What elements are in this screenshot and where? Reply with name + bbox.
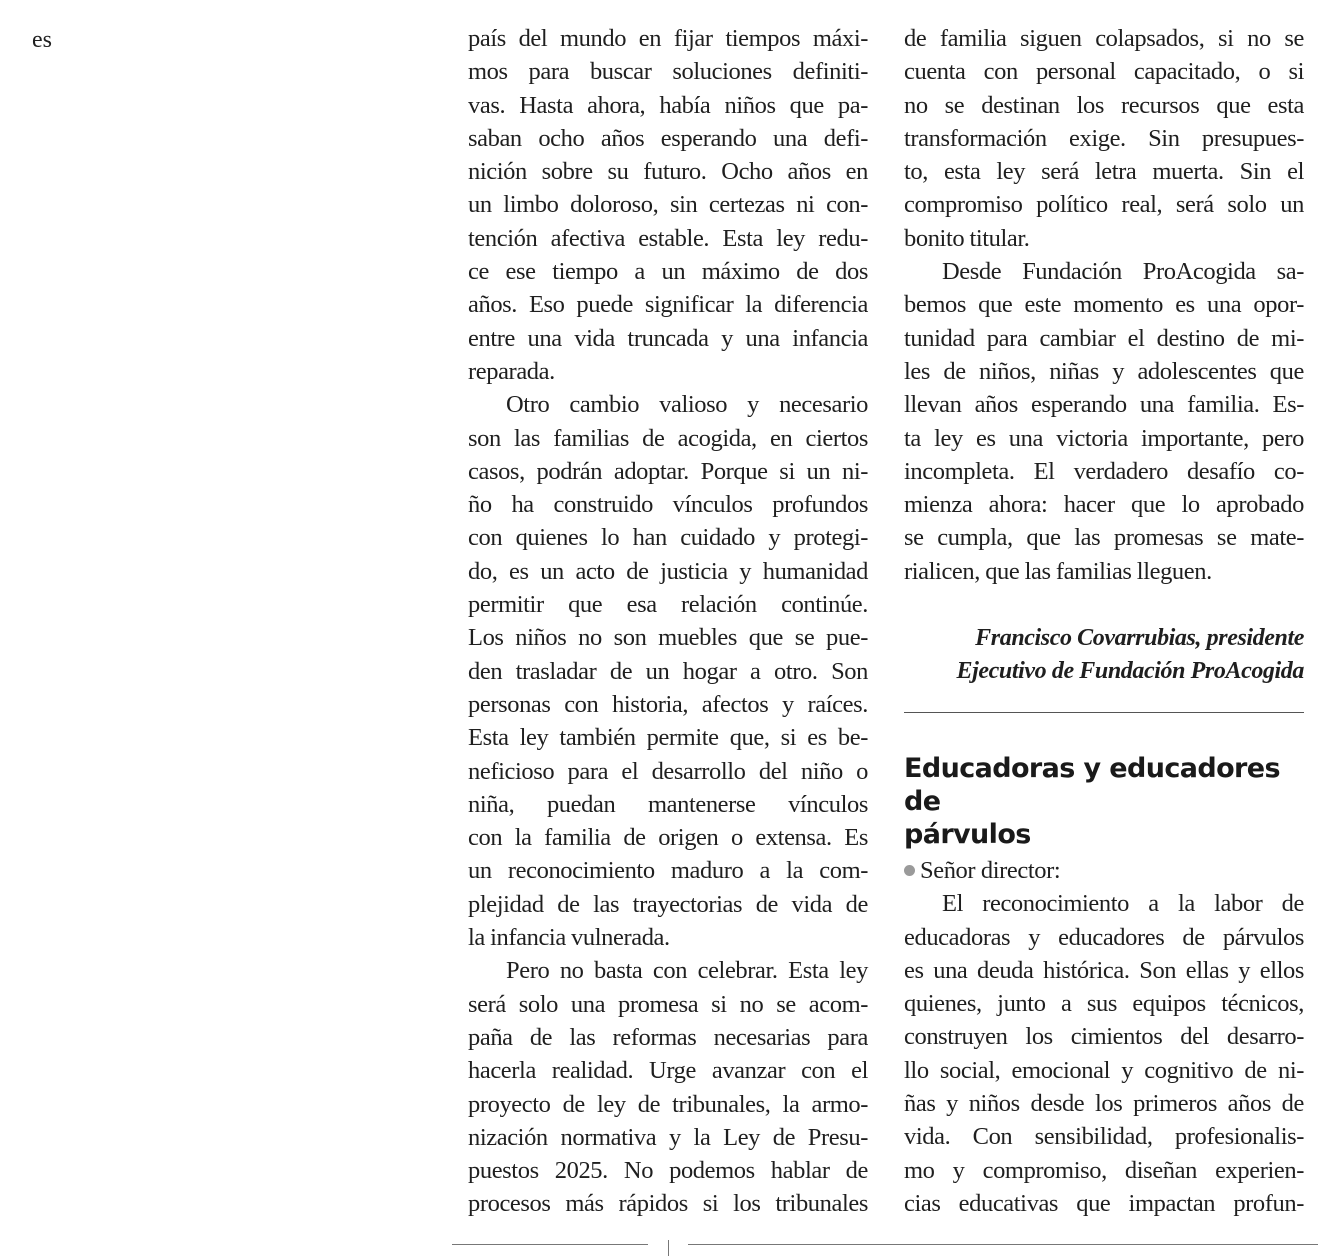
right-column xyxy=(904,22,1304,588)
text-line: no se destinan los recursos que esta xyxy=(904,91,1304,119)
text-line: Desde Fundación ProAcogida sa- xyxy=(942,258,1304,286)
text-line: con la familia de origen o extensa. Es xyxy=(468,824,868,852)
text-line: será solo una promesa si no se acom- xyxy=(468,990,868,1018)
footer-column-tick xyxy=(668,1240,669,1256)
paragraph-2 xyxy=(468,388,868,954)
text-line: son las familias de acogida, en ciertos xyxy=(468,424,868,452)
text-line: permitir que esa relación continúe. xyxy=(468,591,868,619)
text-line: se cumpla, que las promesas se mate- xyxy=(904,524,1304,552)
text-line: cias educativas que impactan profun- xyxy=(904,1189,1304,1217)
signature-line: Ejecutivo de Fundación ProAcogida xyxy=(956,658,1304,684)
text-line: puestos 2025. No podemos hablar de xyxy=(468,1157,868,1185)
text-line: incompleta. El verdadero desafío co- xyxy=(904,457,1304,485)
salutation-text: Señor director: xyxy=(920,857,1061,884)
text-line: paña de las reformas necesarias para xyxy=(468,1023,868,1051)
middle-column xyxy=(468,22,868,1221)
text-line: nición sobre su futuro. Ocho años en xyxy=(468,158,868,186)
paragraph-6 xyxy=(904,887,1304,1220)
text-line: vas. Hasta ahora, había niños que pa- xyxy=(468,91,868,119)
bullet-icon xyxy=(904,865,915,876)
text-line: ño ha construido vínculos profundos xyxy=(468,491,868,519)
text-line: Otro cambio valioso y necesario xyxy=(506,391,868,419)
text-line: nización normativa y la Ley de Presu- xyxy=(468,1123,868,1151)
text-line: les de niños, niñas y adolescentes que xyxy=(904,357,1304,385)
text-line: construyen los cimientos del desarro- xyxy=(904,1023,1304,1051)
text-line: saban ocho años esperando una defi- xyxy=(468,124,868,152)
text-line: mos para buscar soluciones definiti- xyxy=(468,58,868,86)
text-line: llo social, emocional y cognitivo de ni- xyxy=(904,1056,1304,1084)
text-line: ta ley es una victoria importante, pero xyxy=(904,424,1304,452)
text-line: cuenta con personal capacitado, o si xyxy=(904,58,1304,86)
headline-line: párvulos xyxy=(904,819,1031,850)
text-line: neficioso para el desarrollo del niño o xyxy=(468,757,868,785)
text-line: niña, puedan mantenerse vínculos xyxy=(468,790,868,818)
text-line: casos, podrán adoptar. Porque si un ni- xyxy=(468,457,868,485)
text-line: transformación exige. Sin presupues- xyxy=(904,124,1304,152)
text-line: vida. Con sensibilidad, profesionalis- xyxy=(904,1123,1304,1151)
paragraph-1 xyxy=(468,22,868,388)
text-line: la infancia vulnerada. xyxy=(468,924,670,952)
text-line: do, es un acto de justicia y humanidad xyxy=(468,557,868,585)
text-line: Esta ley también permite que, si es be- xyxy=(468,724,868,752)
text-line: proyecto de ley de tribunales, la armo- xyxy=(468,1090,868,1118)
letter-signature xyxy=(904,622,1304,688)
text-line: Pero no basta con celebrar. Esta ley xyxy=(506,957,868,985)
paragraph-5 xyxy=(904,255,1304,588)
text-line: tunidad para cambiar el destino de mi- xyxy=(904,324,1304,352)
text-line: años. Eso puede significar la diferencia xyxy=(468,291,868,319)
text-line: El reconocimiento a la labor de xyxy=(942,890,1304,918)
text-line: rialicen, que las familias lleguen. xyxy=(904,557,1212,585)
left-column-fragment: es xyxy=(32,27,52,53)
text-line: mienza ahora: hacer que lo aprobado xyxy=(904,491,1304,519)
text-line: llevan años esperando una familia. Es- xyxy=(904,391,1304,419)
text-line: ñas y niños desde los primeros años de xyxy=(904,1090,1304,1118)
text-line: bemos que este momento es una opor- xyxy=(904,291,1304,319)
text-line: procesos más rápidos si los tribunales xyxy=(468,1190,868,1218)
text-line: educadoras y educadores de párvulos xyxy=(904,923,1304,951)
footer-rule-left xyxy=(452,1244,648,1245)
section-divider xyxy=(904,712,1304,713)
text-line: de familia siguen colapsados, si no se xyxy=(904,25,1304,52)
letter-salutation xyxy=(904,854,1304,887)
text-line: un limbo doloroso, sin certezas ni con- xyxy=(468,191,868,219)
text-line: tención afectiva estable. Esta ley redu- xyxy=(468,224,868,252)
text-line: entre una vida truncada y una infancia xyxy=(468,324,868,352)
text-line: compromiso político real, será solo un xyxy=(904,191,1304,219)
text-line: plejidad de las trayectorias de vida de xyxy=(468,890,868,918)
text-line: hacerla realidad. Urge avanzar con el xyxy=(468,1057,868,1085)
footer-rule-right xyxy=(688,1244,1318,1245)
signature-line: Francisco Covarrubias, presidente xyxy=(975,625,1304,651)
text-line: con quienes lo han cuidado y protegi- xyxy=(468,524,868,552)
headline-line: Educadoras y educadores de xyxy=(904,753,1280,817)
text-line: reparada. xyxy=(468,357,555,385)
text-line: to, esta ley será letra muerta. Sin el xyxy=(904,158,1304,186)
text-line: mo y compromiso, diseñan experien- xyxy=(904,1156,1304,1184)
text-line: ce ese tiempo a un máximo de dos xyxy=(468,258,868,286)
second-letter-body xyxy=(904,854,1304,1220)
paragraph-4 xyxy=(904,22,1304,255)
text-line: un reconocimiento maduro a la com- xyxy=(468,857,868,885)
text-line: Los niños no son muebles que se pue- xyxy=(468,624,868,652)
paragraph-3 xyxy=(468,954,868,1220)
text-line: den trasladar de un hogar a otro. Son xyxy=(468,657,868,685)
text-line: quienes, junto a sus equipos técnicos, xyxy=(904,990,1304,1018)
text-line: es una deuda histórica. Son ellas y ellos xyxy=(904,956,1304,984)
text-line: bonito titular. xyxy=(904,224,1030,252)
text-line: país del mundo en fijar tiempos máxi- xyxy=(468,25,868,52)
text-line: personas con historia, afectos y raíces. xyxy=(468,690,868,718)
letter-headline xyxy=(904,752,1314,851)
